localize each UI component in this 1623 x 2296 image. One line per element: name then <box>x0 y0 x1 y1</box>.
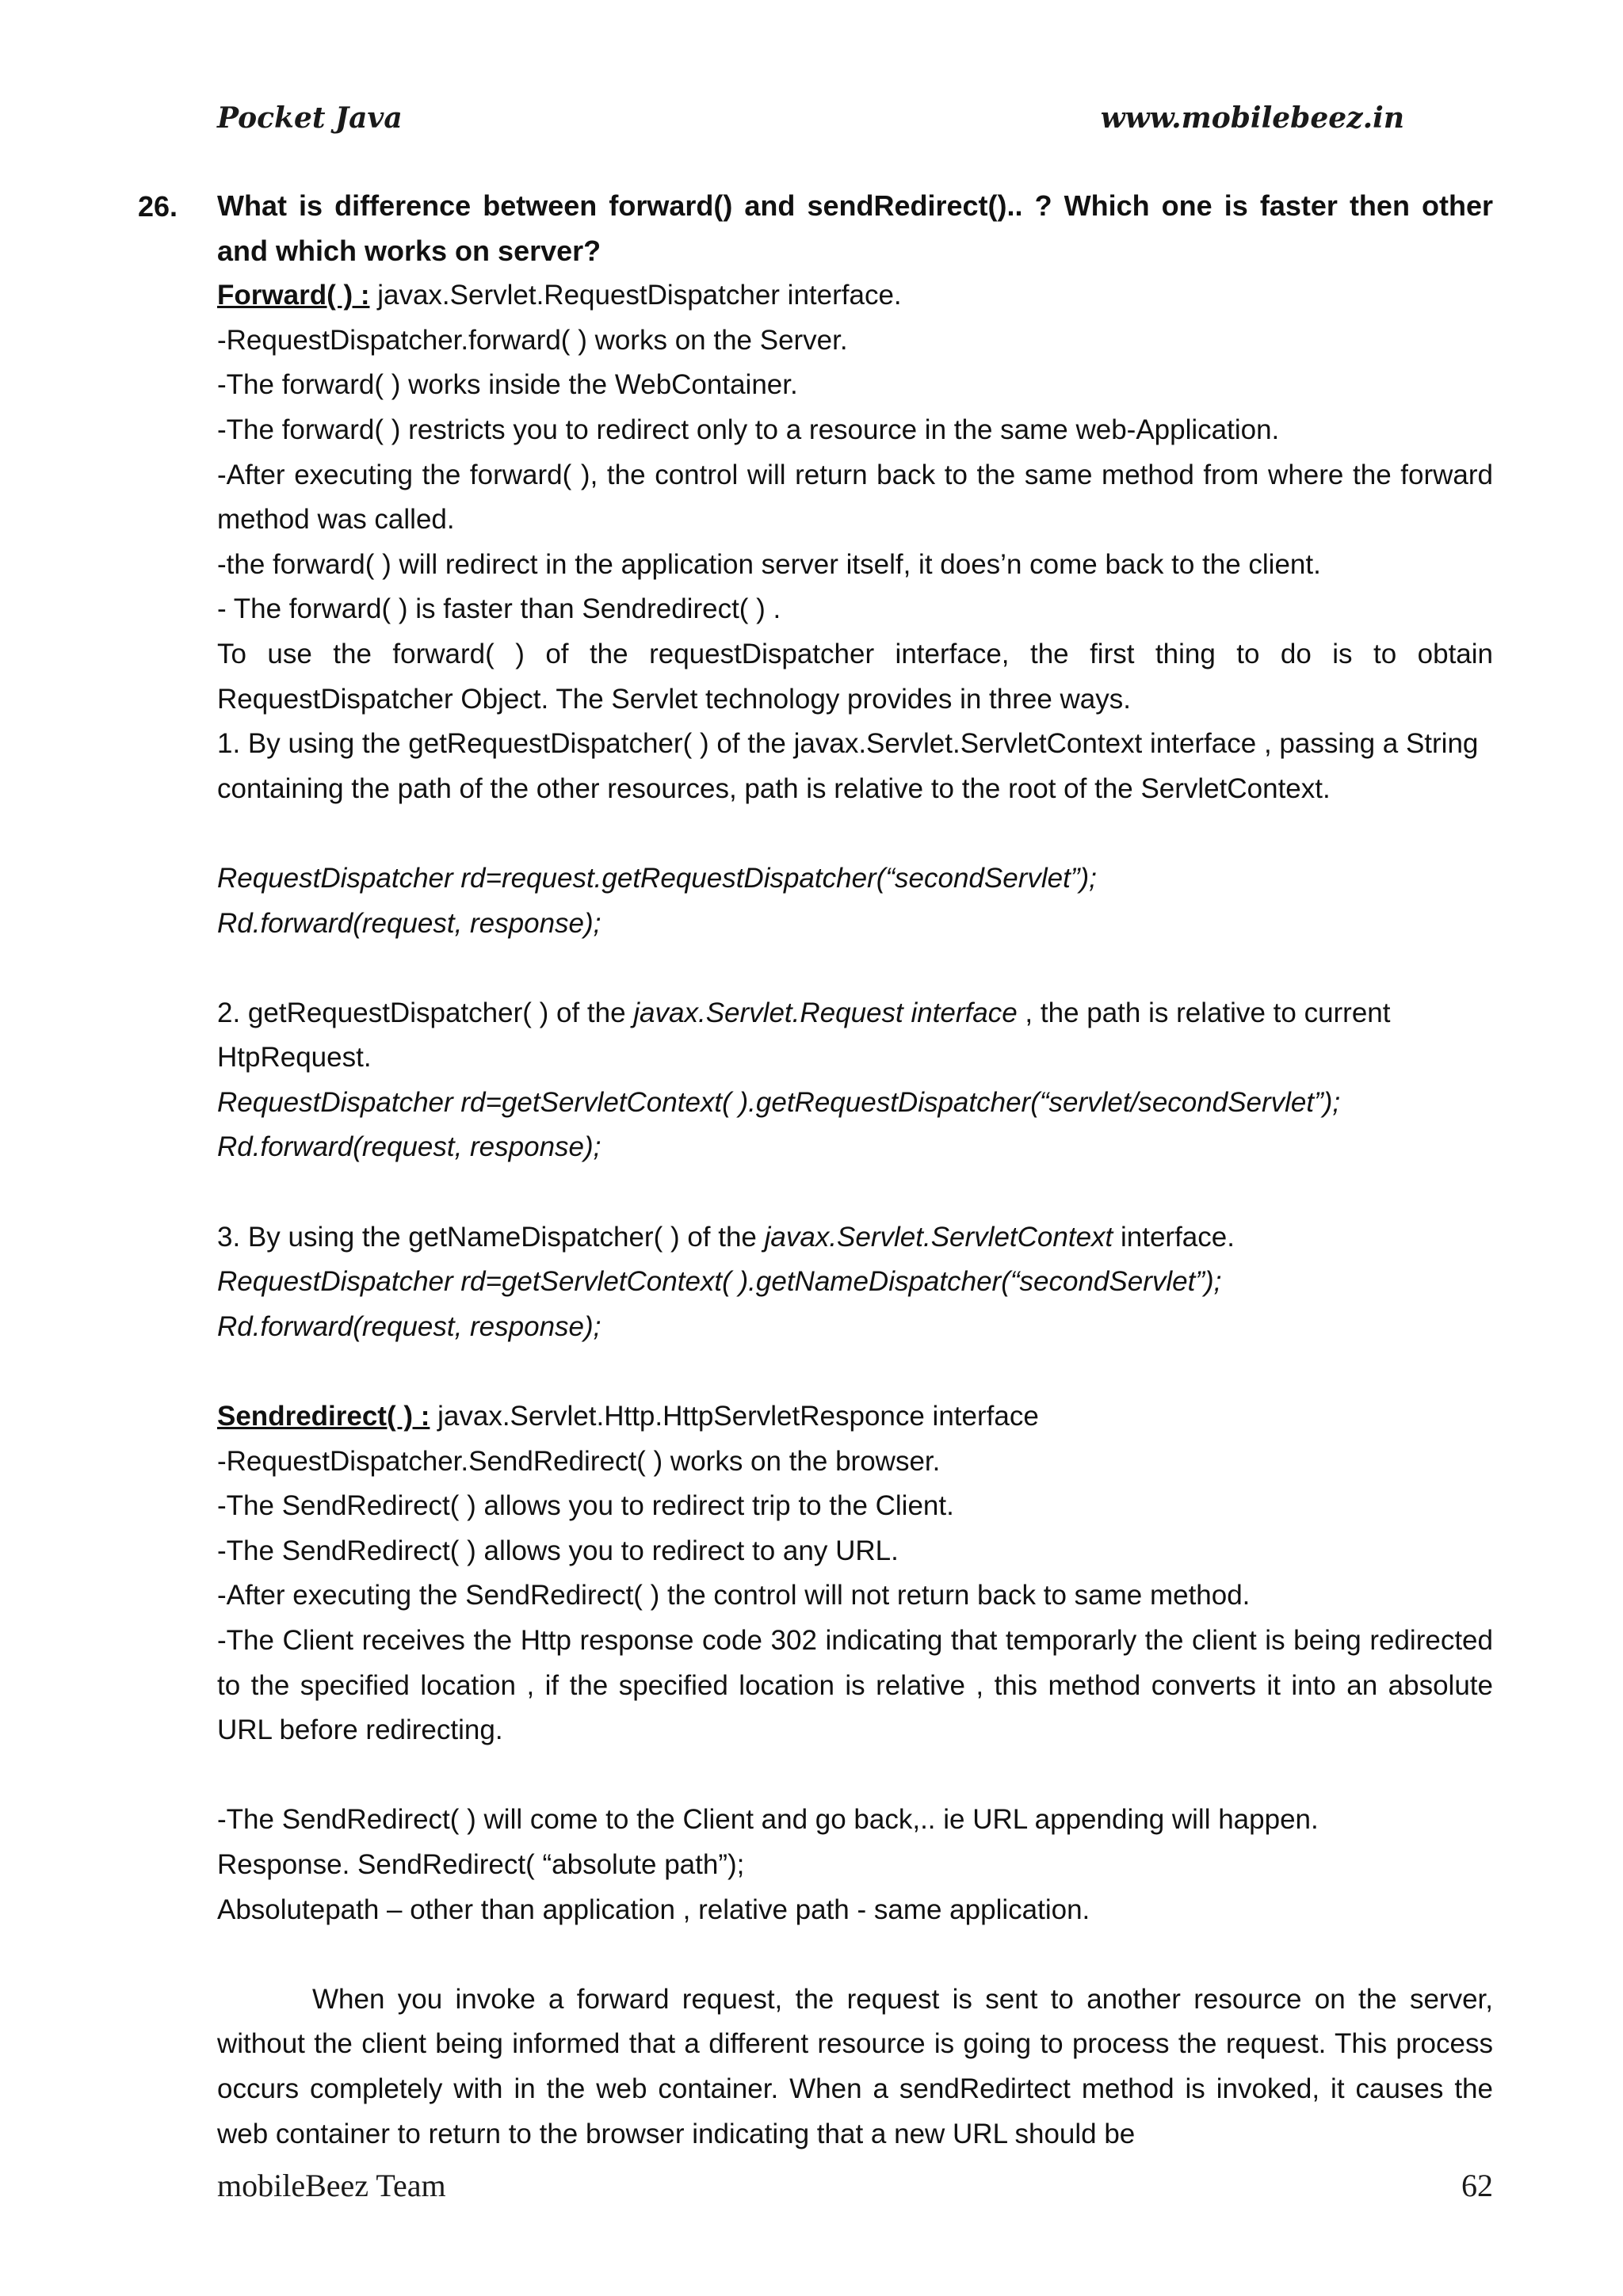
forward-label: Forward( ) : <box>217 280 370 311</box>
sendredirect-line: Absolutepath – other than application , relative path - same application. <box>217 1894 1090 1925</box>
sendredirect-interface: javax.Servlet.Http.HttpServletResponce interface <box>430 1401 1039 1432</box>
forward-line: -The forward( ) works inside the WebContainer. <box>217 369 798 401</box>
closing-paragraph: When you invoke a forward request, the request is sent to another resource on the server, without the client being informed that a different resource is going to process the request. This process occurs completely with in the web container. When a sendRedirtect method is invoked, it causes the web container to return to the browser indicating that a new URL should be <box>217 1983 1493 2149</box>
sendredirect-line: -RequestDispatcher.SendRedirect( ) works on the browser. <box>217 1445 941 1477</box>
question-number: 26. <box>138 190 178 223</box>
forward-line: 1. By using the getRequestDispatcher( ) of the javax.Servlet.ServletContext interface , passing a String containing the path of the other resources, path is relative to the root of the ServletContext. <box>217 728 1479 804</box>
forward-interface: javax.Servlet.RequestDispatcher interface. <box>369 280 902 311</box>
sendredirect-line: -The SendRedirect( ) will come to the Client and go back,.. ie URL appending will happen. <box>217 1804 1319 1836</box>
forward-line: - The forward( ) is faster than Sendredirect( ) . <box>217 593 781 625</box>
code-line: Rd.forward(request, response); <box>217 1310 601 1342</box>
code-line: RequestDispatcher rd=request.getRequestDispatcher(“secondServlet”); <box>217 862 1097 894</box>
forward-heading <box>217 273 1493 318</box>
way-3-text: 3. By using the getNameDispatcher( ) of the javax.Servlet.ServletContext interface. <box>217 1221 1235 1253</box>
way-2-text: 2. getRequestDispatcher( ) of the javax.Servlet.Request interface , the path is relative to current HtpRequest. <box>217 997 1391 1074</box>
question-text: What is difference between forward() and sendRedirect().. ? Which one is faster then other and which works on server? <box>217 189 1493 267</box>
forward-line: To use the forward( ) of the requestDispatcher interface, the first thing to do is to obtain RequestDispatcher Object. The Servlet technology provides in three ways. <box>217 638 1493 715</box>
forward-line: -After executing the forward( ), the control will return back to the same method from where the forward method was called. <box>217 459 1493 536</box>
sendredirect-line: -The SendRedirect( ) allows you to redirect to any URL. <box>217 1535 899 1566</box>
code-line: Rd.forward(request, response); <box>217 907 601 939</box>
forward-line: -The forward( ) restricts you to redirect only to a resource in the same web-Application. <box>217 414 1280 445</box>
forward-line: -the forward( ) will redirect in the application server itself, it does’n come back to the client. <box>217 548 1321 580</box>
forward-line: -RequestDispatcher.forward( ) works on the Server. <box>217 324 848 356</box>
sendredirect-heading <box>217 1394 1493 1440</box>
footer-team: mobileBeez Team <box>217 2168 446 2203</box>
sendredirect-line: -The Client receives the Http response code 302 indicating that temporarly the client is being redirected to the specified location , if the specified location is relative , this method converts it into an absolute URL before redirecting. <box>217 1625 1493 1746</box>
code-line: RequestDispatcher rd=getServletContext( ).getRequestDispatcher(“servlet/secondServlet”); <box>217 1086 1341 1118</box>
code-line: RequestDispatcher rd=getServletContext( ).getNameDispatcher(“secondServlet”); <box>217 1266 1222 1298</box>
sendredirect-line: -The SendRedirect( ) allows you to redirect trip to the Client. <box>217 1490 954 1522</box>
sendredirect-line: -After executing the SendRedirect( ) the control will not return back to same method. <box>217 1580 1251 1611</box>
sendredirect-line: Response. SendRedirect( “absolute path”); <box>217 1848 745 1880</box>
code-line: Rd.forward(request, response); <box>217 1131 601 1163</box>
page-content <box>217 184 1493 2157</box>
header-website: www.mobilebeez.in <box>1100 101 1404 135</box>
sendredirect-label: Sendredirect( ) : <box>217 1401 430 1432</box>
header-title: Pocket Java <box>217 101 403 135</box>
page-number: 62 <box>1461 2168 1493 2203</box>
